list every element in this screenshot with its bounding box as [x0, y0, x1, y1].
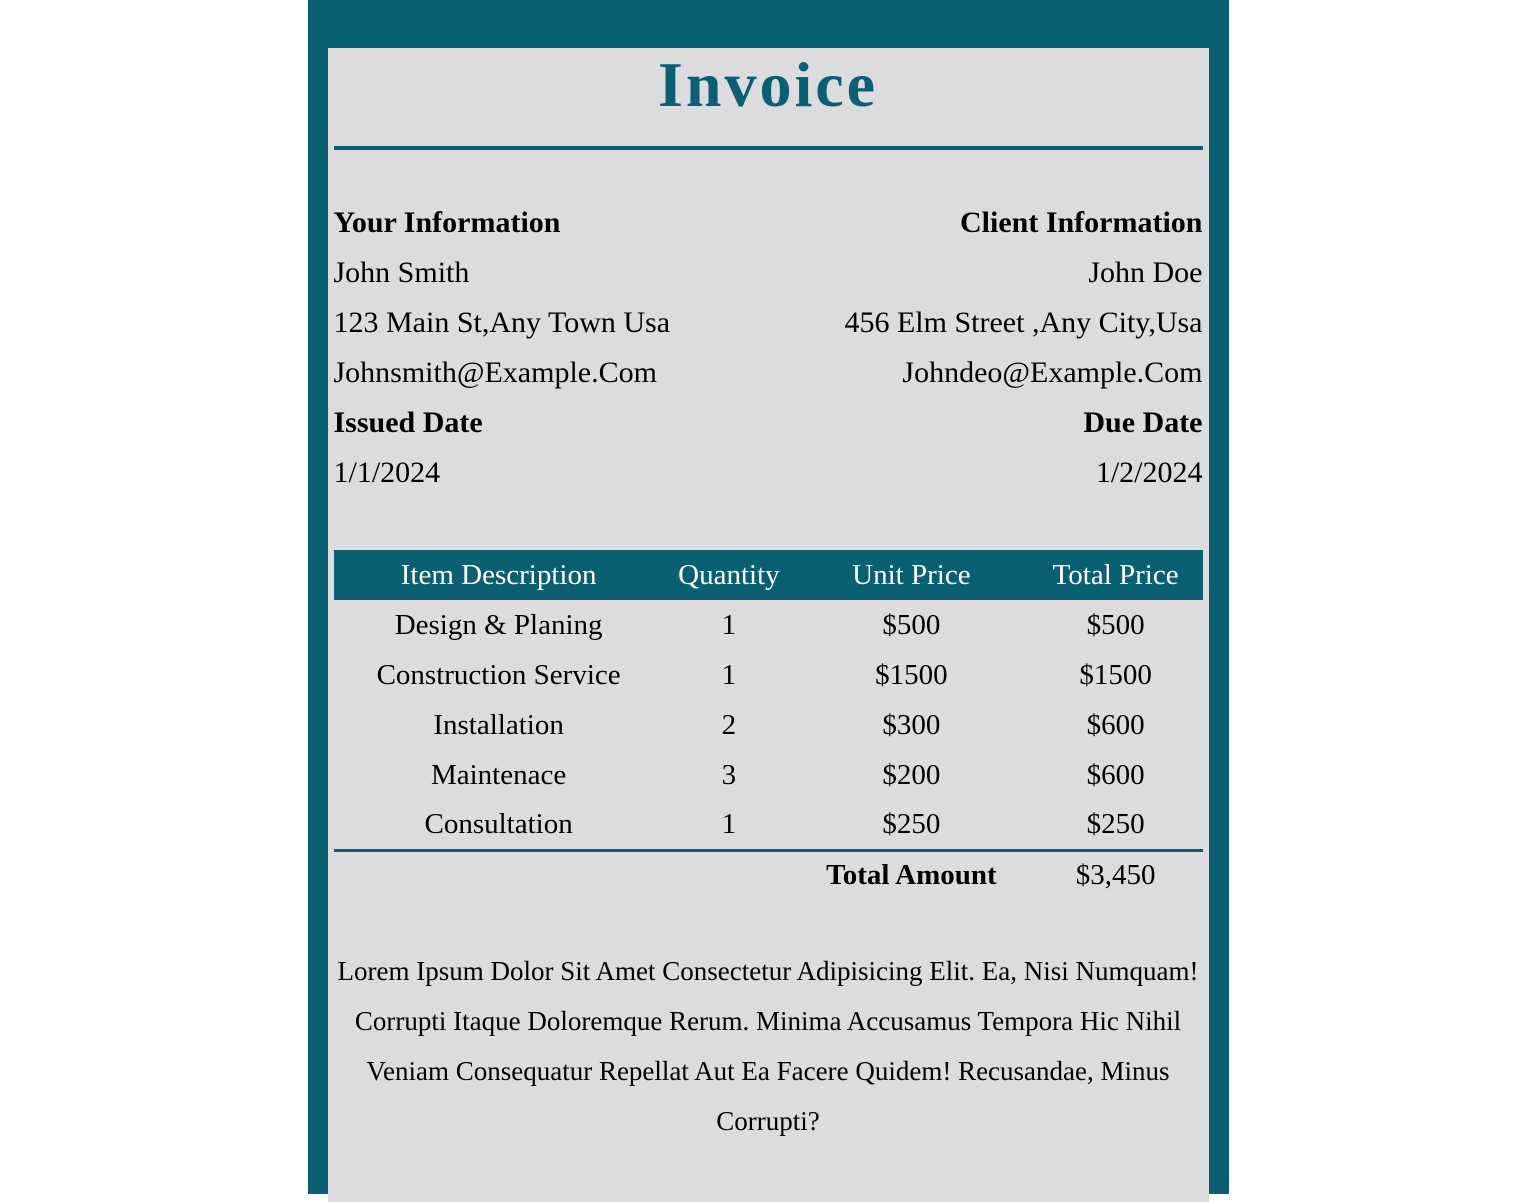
- line-items-header: [334, 550, 1203, 600]
- line-items-table: [334, 550, 1203, 900]
- sender-heading: Your Information: [333, 206, 561, 239]
- col-header-total-price: Total Price: [1029, 550, 1203, 600]
- table-cell: Construction Service: [376, 658, 621, 691]
- footer-note-line: Corrupti?: [716, 1106, 820, 1136]
- table-cell: Installation: [433, 708, 564, 741]
- table-cell: 1: [664, 800, 794, 850]
- total-amount-value: $3,450: [1075, 859, 1156, 892]
- total-row: [334, 850, 1203, 900]
- table-cell: 1: [721, 608, 737, 641]
- total-spacer: [334, 850, 664, 900]
- table-cell: $500: [882, 608, 941, 641]
- issued-date-value: 1/1/2024: [333, 456, 441, 489]
- issued-date-label: Issued Date: [333, 406, 483, 439]
- table-row: [334, 650, 1203, 700]
- sender-name: John Smith: [333, 256, 470, 289]
- client-name: John Doe: [1088, 256, 1203, 289]
- sender-column: [334, 198, 769, 498]
- client-address: 456 Elm Street ,Any City,Usa: [844, 306, 1203, 339]
- col-header-item-description: Item Description: [334, 550, 664, 600]
- table-row: [334, 750, 1203, 800]
- sender-email: Johnsmith@Example.Com: [333, 356, 657, 389]
- invoice-title: Invoice: [657, 49, 879, 120]
- footer-note-line: Veniam Consequatur Repellat Aut Ea Facere Quidem! Recusandae, Minus: [366, 1056, 1170, 1086]
- table-cell: $200: [882, 758, 941, 791]
- table-cell: Maintenace: [430, 758, 567, 791]
- table-cell: 2: [721, 708, 737, 741]
- client-heading: Client Information: [960, 206, 1203, 239]
- col-header-quantity: Quantity: [664, 550, 794, 600]
- table-cell: $1500: [1079, 658, 1152, 691]
- col-header-unit-price: Unit Price: [794, 550, 1029, 600]
- invoice-card: [328, 48, 1209, 1202]
- table-cell: $1500: [875, 658, 948, 691]
- invoice-frame: [308, 0, 1229, 1194]
- table-row: [334, 700, 1203, 750]
- due-date-label: Due Date: [1083, 406, 1203, 439]
- client-email: Johndeo@Example.Com: [902, 356, 1203, 389]
- client-column: [768, 198, 1203, 498]
- table-row: [334, 800, 1203, 850]
- table-cell: $600: [1086, 758, 1145, 791]
- title-divider: [334, 146, 1203, 150]
- line-items-footer: [334, 850, 1203, 900]
- footer-note-line: Lorem Ipsum Dolor Sit Amet Consectetur Adipisicing Elit. Ea, Nisi Numquam!: [337, 956, 1199, 986]
- table-cell: $300: [882, 708, 941, 741]
- footer-note-line: Corrupti Itaque Doloremque Rerum. Minima Accusamus Tempora Hic Nihil: [354, 1006, 1182, 1036]
- table-cell: $500: [1086, 608, 1145, 641]
- table-cell: 1: [721, 658, 737, 691]
- table-row: [334, 600, 1203, 650]
- table-cell: $250: [794, 800, 1029, 850]
- total-spacer: [664, 850, 794, 900]
- due-date-value: 1/2/2024: [1095, 456, 1203, 489]
- table-cell: $600: [1086, 708, 1145, 741]
- header-row: [334, 550, 1203, 600]
- table-cell: Design & Planing: [394, 608, 603, 641]
- line-items-body: [334, 600, 1203, 850]
- parties-section: [334, 198, 1203, 498]
- total-amount-label: Total Amount: [826, 859, 997, 892]
- table-cell: $250: [1029, 800, 1203, 850]
- footer-note: [334, 946, 1203, 1146]
- table-cell: Consultation: [334, 800, 664, 850]
- sender-address: 123 Main St,Any Town Usa: [333, 306, 671, 339]
- table-cell: 3: [721, 758, 737, 791]
